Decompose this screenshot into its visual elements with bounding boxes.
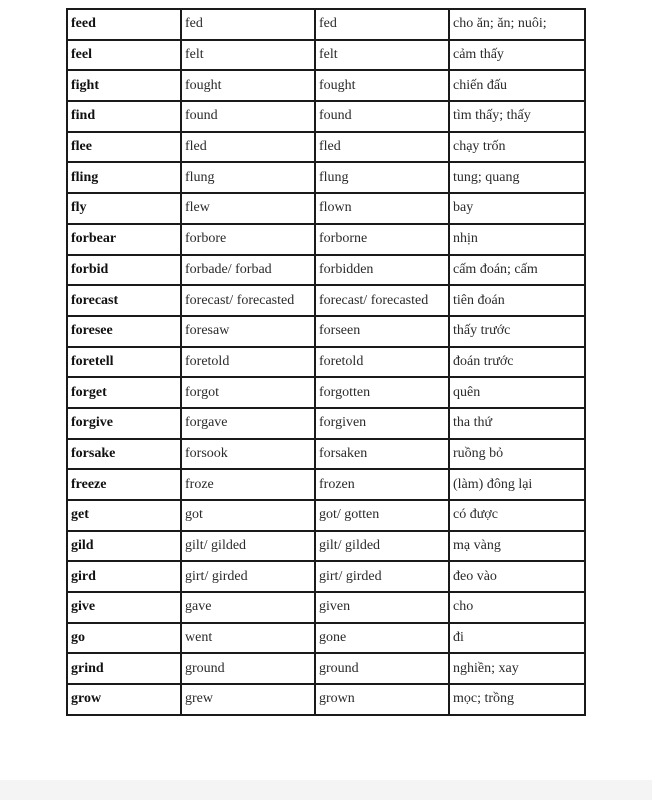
past-participle: foretold	[315, 347, 449, 378]
past-participle: forsaken	[315, 439, 449, 470]
past-participle: fought	[315, 70, 449, 101]
base-form: find	[67, 101, 181, 132]
past-simple: gave	[181, 592, 315, 623]
past-simple: felt	[181, 40, 315, 71]
past-simple: forbade/ forbad	[181, 255, 315, 286]
table-row	[67, 531, 585, 562]
past-participle: forborne	[315, 224, 449, 255]
past-participle: grown	[315, 684, 449, 715]
past-simple: forsook	[181, 439, 315, 470]
base-form: go	[67, 623, 181, 654]
meaning: thấy trước	[449, 316, 585, 347]
table-row	[67, 377, 585, 408]
base-form: forecast	[67, 285, 181, 316]
past-participle: frozen	[315, 469, 449, 500]
past-simple: forgave	[181, 408, 315, 439]
table-row	[67, 500, 585, 531]
past-simple: froze	[181, 469, 315, 500]
past-participle: flung	[315, 162, 449, 193]
meaning: nhịn	[449, 224, 585, 255]
table-row	[67, 132, 585, 163]
past-simple: forbore	[181, 224, 315, 255]
past-simple: foretold	[181, 347, 315, 378]
past-simple: fled	[181, 132, 315, 163]
meaning: quên	[449, 377, 585, 408]
meaning: tiên đoán	[449, 285, 585, 316]
meaning: đoán trước	[449, 347, 585, 378]
past-simple: went	[181, 623, 315, 654]
meaning: đeo vào	[449, 561, 585, 592]
meaning: (làm) đông lại	[449, 469, 585, 500]
past-simple: forgot	[181, 377, 315, 408]
base-form: freeze	[67, 469, 181, 500]
base-form: grow	[67, 684, 181, 715]
table-row	[67, 408, 585, 439]
past-simple: forecast/ forecasted	[181, 285, 315, 316]
meaning: cho ăn; ăn; nuôi;	[449, 9, 585, 40]
table-row	[67, 9, 585, 40]
irregular-verbs-table	[66, 8, 586, 716]
base-form: fly	[67, 193, 181, 224]
past-simple: flew	[181, 193, 315, 224]
meaning: tìm thấy; thấy	[449, 101, 585, 132]
past-participle: girt/ girded	[315, 561, 449, 592]
meaning: chiến đấu	[449, 70, 585, 101]
table-row	[67, 469, 585, 500]
table-row	[67, 285, 585, 316]
past-simple: fought	[181, 70, 315, 101]
base-form: forbid	[67, 255, 181, 286]
table-row	[67, 224, 585, 255]
meaning: đi	[449, 623, 585, 654]
table-row	[67, 684, 585, 715]
past-participle: gilt/ gilded	[315, 531, 449, 562]
table-row	[67, 592, 585, 623]
verb-table-body	[67, 9, 585, 715]
past-participle: flown	[315, 193, 449, 224]
base-form: foresee	[67, 316, 181, 347]
base-form: foretell	[67, 347, 181, 378]
past-participle: fed	[315, 9, 449, 40]
base-form: flee	[67, 132, 181, 163]
past-participle: given	[315, 592, 449, 623]
past-participle: fled	[315, 132, 449, 163]
meaning: nghiền; xay	[449, 653, 585, 684]
base-form: gird	[67, 561, 181, 592]
meaning: cho	[449, 592, 585, 623]
base-form: forget	[67, 377, 181, 408]
meaning: tung; quang	[449, 162, 585, 193]
past-participle: felt	[315, 40, 449, 71]
base-form: gild	[67, 531, 181, 562]
table-row	[67, 101, 585, 132]
past-participle: forgotten	[315, 377, 449, 408]
base-form: feel	[67, 40, 181, 71]
past-participle: forbidden	[315, 255, 449, 286]
base-form: forbear	[67, 224, 181, 255]
meaning: ruồng bỏ	[449, 439, 585, 470]
past-simple: got	[181, 500, 315, 531]
past-participle: found	[315, 101, 449, 132]
past-participle: ground	[315, 653, 449, 684]
meaning: mạ vàng	[449, 531, 585, 562]
table-row	[67, 40, 585, 71]
meaning: tha thứ	[449, 408, 585, 439]
past-participle: forgiven	[315, 408, 449, 439]
past-participle: forseen	[315, 316, 449, 347]
past-simple: girt/ girded	[181, 561, 315, 592]
table-row	[67, 347, 585, 378]
table-row	[67, 653, 585, 684]
base-form: fight	[67, 70, 181, 101]
base-form: grind	[67, 653, 181, 684]
past-participle: got/ gotten	[315, 500, 449, 531]
past-participle: gone	[315, 623, 449, 654]
table-row	[67, 162, 585, 193]
meaning: mọc; trồng	[449, 684, 585, 715]
meaning: cảm thấy	[449, 40, 585, 71]
meaning: bay	[449, 193, 585, 224]
base-form: give	[67, 592, 181, 623]
base-form: forgive	[67, 408, 181, 439]
meaning: cấm đoán; cấm	[449, 255, 585, 286]
meaning: có được	[449, 500, 585, 531]
past-simple: flung	[181, 162, 315, 193]
meaning: chạy trốn	[449, 132, 585, 163]
page-bottom-margin	[0, 780, 652, 800]
past-participle: forecast/ forecasted	[315, 285, 449, 316]
past-simple: found	[181, 101, 315, 132]
past-simple: grew	[181, 684, 315, 715]
table-row	[67, 255, 585, 286]
table-row	[67, 193, 585, 224]
table-row	[67, 70, 585, 101]
past-simple: fed	[181, 9, 315, 40]
past-simple: gilt/ gilded	[181, 531, 315, 562]
table-row	[67, 316, 585, 347]
base-form: get	[67, 500, 181, 531]
table-row	[67, 439, 585, 470]
base-form: fling	[67, 162, 181, 193]
base-form: feed	[67, 9, 181, 40]
past-simple: foresaw	[181, 316, 315, 347]
table-row	[67, 623, 585, 654]
past-simple: ground	[181, 653, 315, 684]
table-row	[67, 561, 585, 592]
base-form: forsake	[67, 439, 181, 470]
